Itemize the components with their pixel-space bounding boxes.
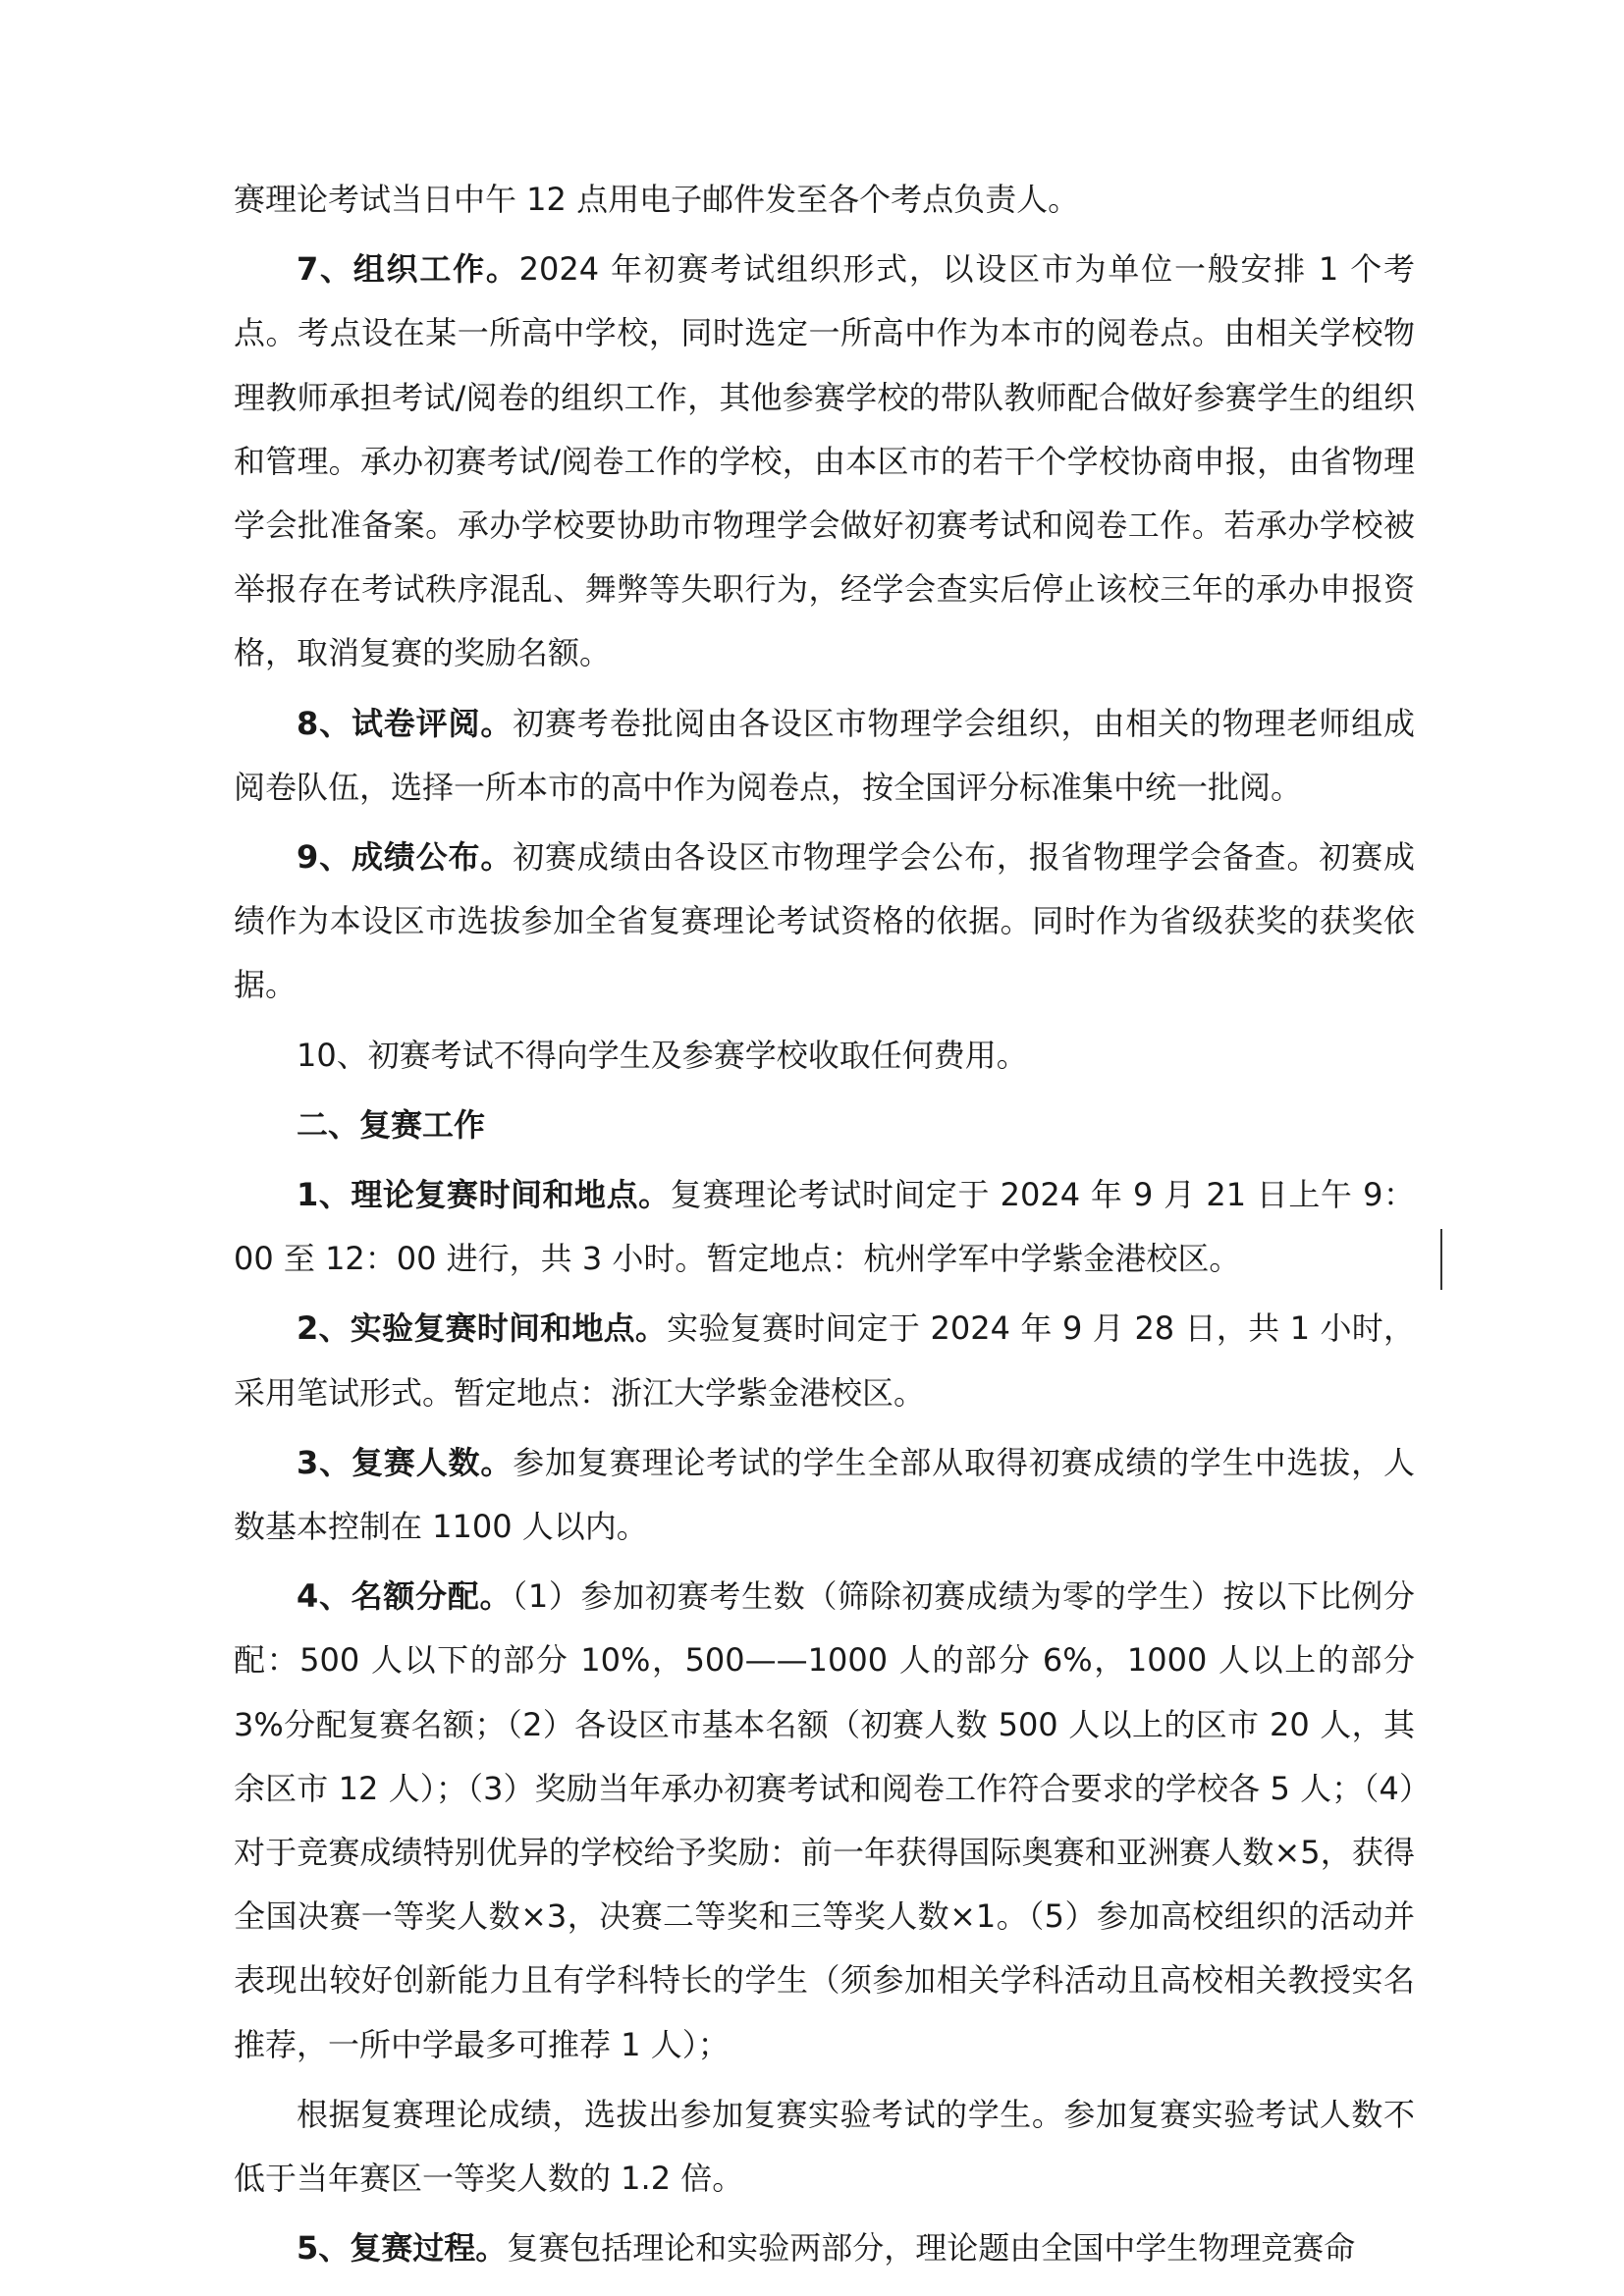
paragraph-heading: 1、理论复赛时间和地点。 <box>297 1176 671 1214</box>
paragraph-text: 10、初赛考试不得向学生及参赛学校收取任何费用。 <box>297 1036 1028 1074</box>
paragraph-participant-count <box>234 1431 1415 1559</box>
paragraph-heading: 7、组织工作。 <box>297 250 519 289</box>
paragraph-text: 根据复赛理论成绩，选拔出参加复赛实验考试的学生。参加复赛实验考试人数不低于当年赛区一等奖人数的 1.2 倍。 <box>234 2095 1415 2198</box>
paragraph-semifinal-process <box>234 2216 1415 2280</box>
paragraph-heading: 2、实验复赛时间和地点。 <box>297 1309 668 1348</box>
paragraph-theory-time-place <box>234 1163 1415 1291</box>
paragraph-text: 2024 年初赛考试组织形式，以设区市为单位一般安排 1 个考点。考点设在某一所高中学校，同时选定一所高中作为本市的阅卷点。由相关学校物理教师承担考试/阅卷的组织工作，其他参赛学校的带队教师配合做好参赛学生的组织和管理。承办初赛考试/阅卷工作的学校，由本区市的若干个学校协商申报，由省物理学会批准备案。承办学校要协助市物理学会做好初赛考试和阅卷工作。若承办学校被举报存在考试秩序混乱、舞弊等失职行为，经学会查实后停止该校三年的承办申报资格，取消复赛的奖励名额。 <box>234 250 1415 672</box>
paragraph-text: 初赛成绩由各设区市物理学会公布，报省物理学会备查。初赛成绩作为本设区市选拔参加全省复赛理论考试资格的依据。同时作为省级获奖的获奖依据。 <box>234 838 1415 1004</box>
paragraph-text: 实验复赛时间定于 2024 年 9 月 28 日，共 1 小时，采用笔试形式。暂定地点：浙江大学紫金港校区。 <box>234 1309 1415 1412</box>
paragraph-results <box>234 826 1415 1018</box>
paragraph-text: （1）参加初赛考生数（筛除初赛成绩为零的学生）按以下比例分配：500 人以下的部分 10%，500——1000 人的部分 6%，1000 人以上的部分 3%分配复赛名额；（2）各设区市基本名额（初赛人数 500 人以上的区市 20 人，其余区市 12 人）；（3）奖励当年承办初赛考试和阅卷工作符合要求的学校各 5 人；（4）对于竞赛成绩特别优异的学校给予奖励：前一年获得国际奥赛和亚洲赛人数×5，获得全国决赛一等奖人数×3，决赛二等奖和三等奖人数×1。（5）参加高校组织的活动并表现出较好创新能力且有学科特长的学生（须参加相关学科活动且高校相关教授实名推荐，一所中学最多可推荐 1 人）； <box>234 1577 1415 2063</box>
paragraph-text: 复赛理论考试时间定于 2024 年 9 月 21 日上午 9：00 至 12：00 进行，共 3 小时。暂定地点：杭州学军中学紫金港校区。 <box>234 1176 1415 1278</box>
section-heading: 二、复赛工作 <box>297 1105 486 1144</box>
paragraph-no-fees <box>234 1024 1415 1088</box>
paragraph-heading: 3、复赛人数。 <box>297 1443 514 1481</box>
paragraph-heading: 9、成绩公布。 <box>297 838 514 877</box>
document-body <box>234 168 1415 2281</box>
paragraph-heading: 8、试卷评阅。 <box>297 704 514 742</box>
paragraph-text: 初赛考卷批阅由各设区市物理学会组织，由相关的物理老师组成阅卷队伍，选择一所本市的高中作为阅卷点，按全国评分标准集中统一批阅。 <box>234 704 1415 806</box>
paragraph-organization <box>234 238 1415 685</box>
paragraph-text: 参加复赛理论考试的学生全部从取得初赛成绩的学生中选拔，人数基本控制在 1100 人以内。 <box>234 1443 1415 1546</box>
paragraph-continuation <box>234 168 1415 232</box>
paragraph-text: 赛理论考试当日中午 12 点用电子邮件发至各个考点负责人。 <box>234 181 1080 218</box>
paragraph-heading: 4、名额分配。 <box>297 1577 513 1616</box>
paragraph-quota-allocation <box>234 1565 1415 2077</box>
paragraph-text: 复赛包括理论和实验两部分，理论题由全国中学生物理竞赛命 <box>507 2229 1356 2268</box>
change-bar-mark <box>1440 1229 1442 1290</box>
paragraph-heading: 5、复赛过程。 <box>297 2229 508 2268</box>
section-heading-semifinal <box>234 1094 1415 1157</box>
paragraph-experiment-selection <box>234 2083 1415 2211</box>
paragraph-experiment-time-place <box>234 1297 1415 1424</box>
paragraph-grading <box>234 692 1415 820</box>
